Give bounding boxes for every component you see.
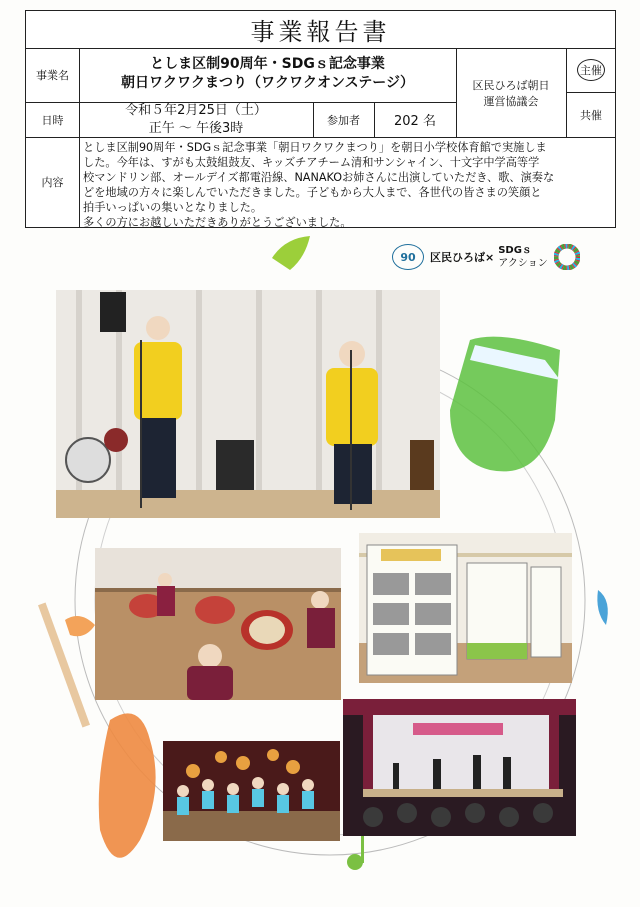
- participants-value: 202 名: [394, 114, 436, 129]
- content-line: した。今年は、すがも太鼓組鼓友、キッズチアチーム清和サンシャイン、十文字中学高等学: [83, 156, 540, 169]
- content-line: どを地域の方々に楽しんでいただきました。子どもから大人まで、各世代の皆さまの笑顔と: [83, 186, 542, 199]
- content-line: 多くの方にお越しいただきありがとうございました。: [83, 216, 352, 229]
- guitar-head: [65, 616, 95, 636]
- datetime-label: 日時: [41, 113, 64, 127]
- report-title: 事業報告書: [250, 18, 391, 46]
- photo-stage-singers: [56, 290, 440, 518]
- organizer-line1: 区民ひろば朝日: [472, 79, 550, 92]
- photo-stage-band: [343, 699, 576, 836]
- badge-text-main: 区民ひろば×: [430, 251, 495, 264]
- content-label: 内容: [41, 176, 64, 189]
- guitar-illustration: [99, 713, 156, 857]
- badge-text-sdgs: SDGｓ: [498, 245, 532, 256]
- photo-cheer-team: [163, 741, 340, 841]
- organizer-line2: 運営協議会: [483, 95, 539, 108]
- sdgs-wheel-icon: [554, 244, 580, 270]
- music-note-icon: [347, 854, 363, 870]
- badge-text-action: アクション: [498, 258, 548, 269]
- event-name-label: 事業名: [36, 69, 69, 82]
- photo-taiko-drums: [95, 548, 341, 700]
- sdgs-badge: [392, 242, 592, 272]
- toshima-90-logo: 90: [392, 244, 424, 270]
- event-name-line1: としま区制90周年・SDGｓ記念事業: [150, 56, 385, 72]
- organizer-circle: 主催: [577, 59, 605, 81]
- leaf-icon: [272, 236, 310, 270]
- event-name-line2: 朝日ワクワクまつり（ワクワクオンステージ）: [120, 75, 415, 91]
- photo-exhibition: [359, 533, 572, 683]
- co-organizer-role: 共催: [580, 108, 602, 122]
- feather-icon: [597, 590, 607, 625]
- participants-label: 参加者: [327, 113, 360, 127]
- content-line: 校マンドリン部、オールデイズ都電沿線、NANAKOお姉さんに出演していただき、歌、演奏な: [83, 171, 555, 184]
- content-line: としま区制90周年・SDGｓ記念事業「朝日ワクワクまつり」を朝日小学校体育館で実施しま: [83, 141, 547, 154]
- content-line: 拍手いっぱいの集いとなりました。: [83, 201, 263, 214]
- datetime-line2: 正午 ～ 午後3時: [148, 121, 244, 136]
- datetime-line1: 令和５年2月25日（土）: [125, 103, 267, 118]
